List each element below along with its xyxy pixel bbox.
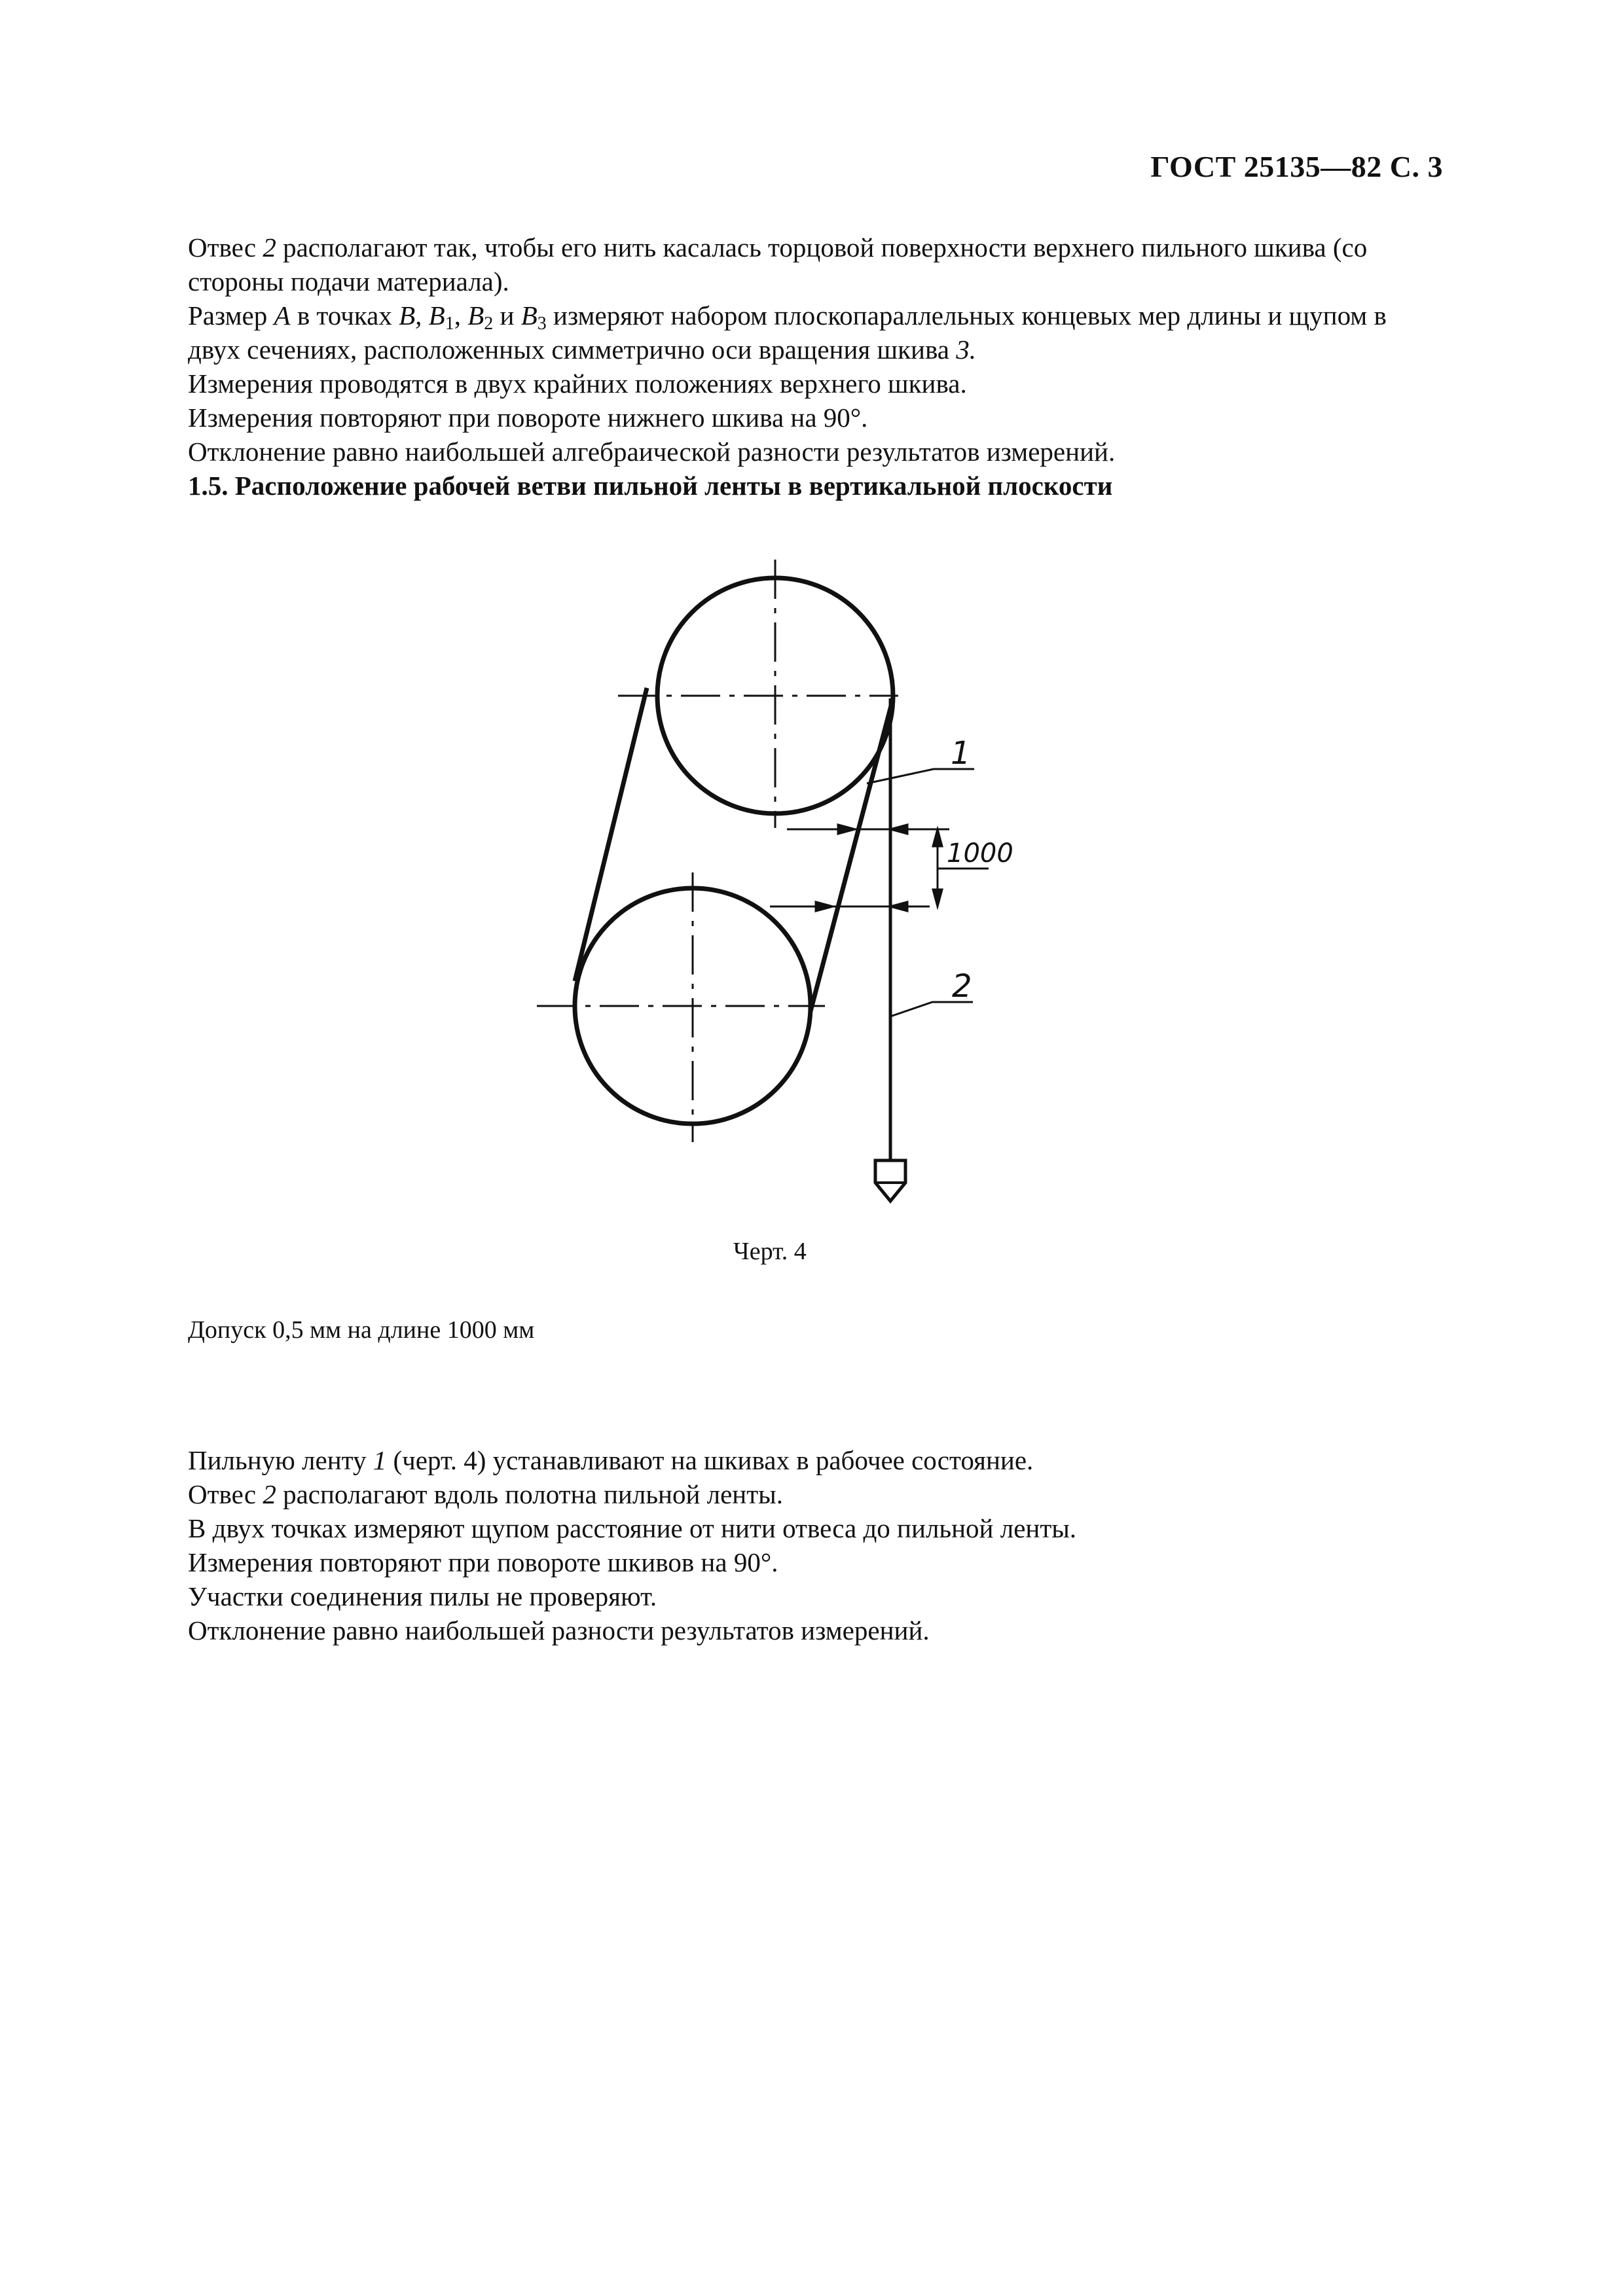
paragraph-measure-points: В двух точках измеряют щупом расстояние от нити отвеса до пильной ленты. <box>188 1513 1077 1543</box>
paragraph-deviation-final: Отклонение равно наибольшей разности результатов измерений. <box>188 1615 930 1645</box>
figure-caption: Черт. 4 <box>733 1238 807 1265</box>
paragraph-plumb: Отвес 2 располагают так, чтобы его нить касалась торцовой поверхности верхнего пильного шкива (со стороны подачи материала). <box>188 232 1368 296</box>
page-header: ГОСТ 25135—82 С. 3 <box>1150 150 1443 183</box>
bottom-text-block <box>188 1443 1443 1647</box>
paragraph-rotate-lower: Измерения повторяют при повороте нижнего шкива на 90°. <box>188 403 868 433</box>
paragraph-deviation: Отклонение равно наибольшей алгебраической разности результатов измерений. <box>188 437 1116 467</box>
section-heading: 1.5. Расположение рабочей ветви пильной ленты в вертикальной плоскости <box>188 471 1113 501</box>
belt-right-branch <box>811 698 893 1011</box>
paragraph-joints: Участки соединения пилы не проверяют. <box>188 1581 657 1611</box>
dimension-label: 1000 <box>947 838 1013 869</box>
belt-left-branch <box>575 688 647 981</box>
paragraph-size-a: Размер А в точках В, $В_1$, $В_2$ и $В_3$ измеряют набором плоскопараллельных концевых мер длины и щупом в двух сечениях, расположенных симметрично оси вращения шкива 3. <box>188 300 1387 365</box>
paragraph-positions: Измерения проводятся в двух крайних положениях верхнего шкива. <box>188 368 967 399</box>
paragraph-rotate-pulleys: Измерения повторяют при повороте шкивов на 90°. <box>188 1547 778 1577</box>
label-2: 2 <box>952 968 972 1005</box>
label-1: 1 <box>951 735 971 772</box>
paragraph-install-belt: Пильную ленту 1 (черт. 4) устанавливают на шкивах в рабочее состояние. <box>188 1445 1034 1475</box>
plumb-bob <box>875 1160 905 1201</box>
tolerance-note: Допуск 0,5 мм на длине 1000 мм <box>188 1316 535 1344</box>
figure-drawing <box>537 547 1034 1221</box>
paragraph-plumb-along: Отвес 2 располагают вдоль полотна пильной ленты. <box>188 1479 783 1509</box>
top-text-block <box>188 230 1443 503</box>
